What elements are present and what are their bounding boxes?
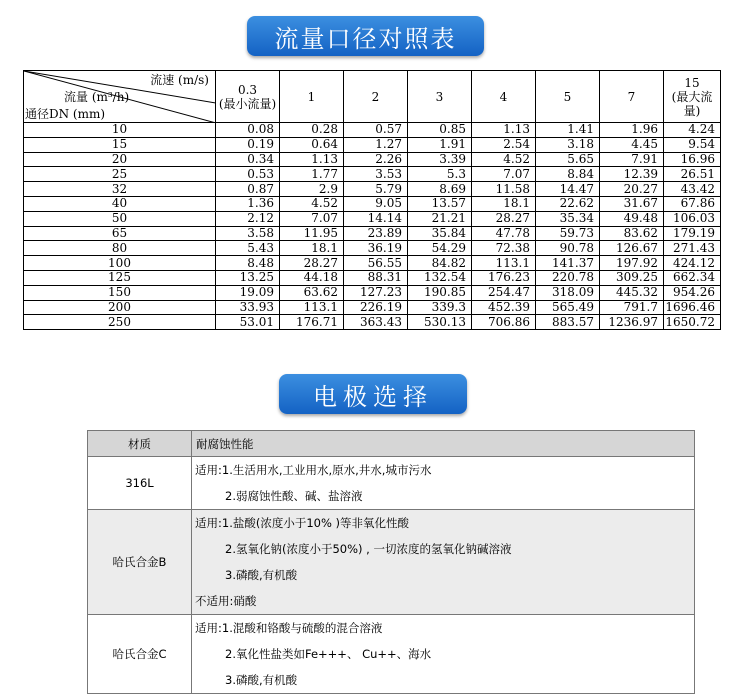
- performance-line: 2.氢氧化钠(浓度小于50%) , 一切浓度的氢氧化钠碱溶液: [225, 542, 512, 556]
- performance-line: 2.弱腐蚀性酸、碱、盐溶液: [225, 489, 363, 503]
- diagonal-corner-cell: [24, 71, 216, 123]
- flow-value-cell: 35.84: [408, 226, 472, 241]
- flow-value-cell: 530.13: [408, 315, 472, 330]
- flow-value-cell: 0.34: [216, 152, 280, 167]
- flow-value-cell: 36.19: [344, 241, 408, 256]
- flow-value-cell: 28.27: [472, 211, 536, 226]
- table-row: [24, 123, 721, 138]
- table-row: [24, 226, 721, 241]
- flow-value-cell: 309.25: [600, 270, 664, 285]
- flow-value-cell: 5.79: [344, 182, 408, 197]
- flow-value-cell: 83.62: [600, 226, 664, 241]
- corrosion-performance-header: 耐腐蚀性能: [192, 431, 695, 457]
- flow-table-header-row: [24, 71, 721, 123]
- flow-value-cell: 220.78: [536, 270, 600, 285]
- flow-value-cell: 883.57: [536, 315, 600, 330]
- flow-value-cell: 14.14: [344, 211, 408, 226]
- dn-cell: 10: [24, 123, 216, 138]
- dn-cell: 25: [24, 167, 216, 182]
- performance-line: 不适用:硝酸: [195, 594, 257, 608]
- table-row: [24, 241, 721, 256]
- table-row: [24, 137, 721, 152]
- speed-header-5: 5: [536, 71, 600, 123]
- flow-value-cell: 43.42: [664, 182, 721, 197]
- flow-value-cell: 54.29: [408, 241, 472, 256]
- electrode-row: [88, 510, 695, 615]
- flow-value-cell: 0.53: [216, 167, 280, 182]
- table-row: [24, 211, 721, 226]
- flow-value-cell: 1696.46: [664, 300, 721, 315]
- flow-value-cell: 18.1: [472, 196, 536, 211]
- flow-value-cell: 1.13: [280, 152, 344, 167]
- flow-value-cell: 4.52: [472, 152, 536, 167]
- flow-value-cell: 5.43: [216, 241, 280, 256]
- flow-value-cell: 3.53: [344, 167, 408, 182]
- flow-value-cell: 9.54: [664, 137, 721, 152]
- performance-line: 适用:1.混酸和铬酸与硫酸的混合溶液: [195, 621, 383, 635]
- flow-value-cell: 8.84: [536, 167, 600, 182]
- flow-value-cell: 141.37: [536, 256, 600, 271]
- table-row: [24, 167, 721, 182]
- flow-value-cell: 13.57: [408, 196, 472, 211]
- flow-value-cell: 452.39: [472, 300, 536, 315]
- performance-line: 3.磷酸,有机酸: [225, 673, 298, 687]
- flow-value-cell: 424.12: [664, 256, 721, 271]
- flow-value-cell: 49.48: [600, 211, 664, 226]
- performance-cell: [192, 457, 695, 510]
- flow-value-cell: 59.73: [536, 226, 600, 241]
- dn-cell: 125: [24, 270, 216, 285]
- flow-value-cell: 197.92: [600, 256, 664, 271]
- corner-dn-label: 通径DN (mm): [25, 107, 106, 121]
- flow-value-cell: 13.25: [216, 270, 280, 285]
- flow-value-cell: 26.51: [664, 167, 721, 182]
- flow-value-cell: 363.43: [344, 315, 408, 330]
- dn-cell: 65: [24, 226, 216, 241]
- dn-cell: 20: [24, 152, 216, 167]
- performance-cell: [192, 510, 695, 615]
- flow-value-cell: 0.85: [408, 123, 472, 138]
- flow-value-cell: 565.49: [536, 300, 600, 315]
- dn-cell: 15: [24, 137, 216, 152]
- flow-value-cell: 1.96: [600, 123, 664, 138]
- electrode-table-header-row: [88, 431, 695, 457]
- flow-value-cell: 3.39: [408, 152, 472, 167]
- flow-value-cell: 8.48: [216, 256, 280, 271]
- flow-value-cell: 662.34: [664, 270, 721, 285]
- flow-value-cell: 4.52: [280, 196, 344, 211]
- flow-value-cell: 0.28: [280, 123, 344, 138]
- flow-value-cell: 954.26: [664, 285, 721, 300]
- flow-value-cell: 7.07: [472, 167, 536, 182]
- flow-value-cell: 113.1: [472, 256, 536, 271]
- flow-value-cell: 7.07: [280, 211, 344, 226]
- table-row: [24, 182, 721, 197]
- flow-value-cell: 2.54: [472, 137, 536, 152]
- flow-value-cell: 179.19: [664, 226, 721, 241]
- flow-value-cell: 1.77: [280, 167, 344, 182]
- flow-value-cell: 22.62: [536, 196, 600, 211]
- flow-value-cell: 72.38: [472, 241, 536, 256]
- flow-value-cell: 53.01: [216, 315, 280, 330]
- flow-value-cell: 28.27: [280, 256, 344, 271]
- table-row: [24, 270, 721, 285]
- flow-value-cell: 706.86: [472, 315, 536, 330]
- speed-header-2: 2: [344, 71, 408, 123]
- speed-header-4: 4: [472, 71, 536, 123]
- table-row: [24, 300, 721, 315]
- flow-value-cell: 0.87: [216, 182, 280, 197]
- dn-cell: 32: [24, 182, 216, 197]
- flow-value-cell: 84.82: [408, 256, 472, 271]
- dn-cell: 200: [24, 300, 216, 315]
- speed-header-7: 15 (最大流量): [664, 71, 721, 123]
- table-row: [24, 196, 721, 211]
- dn-cell: 250: [24, 315, 216, 330]
- flow-value-cell: 0.57: [344, 123, 408, 138]
- flow-value-cell: 254.47: [472, 285, 536, 300]
- flow-value-cell: 0.08: [216, 123, 280, 138]
- material-cell: 哈氏合金B: [88, 510, 192, 615]
- speed-header-6: 7: [600, 71, 664, 123]
- flow-value-cell: 1.27: [344, 137, 408, 152]
- flow-value-cell: 12.39: [600, 167, 664, 182]
- dn-cell: 80: [24, 241, 216, 256]
- flow-value-cell: 5.65: [536, 152, 600, 167]
- flow-value-cell: 4.24: [664, 123, 721, 138]
- material-header: 材质: [88, 431, 192, 457]
- flow-value-cell: 1.13: [472, 123, 536, 138]
- flow-value-cell: 33.93: [216, 300, 280, 315]
- flow-value-cell: 226.19: [344, 300, 408, 315]
- flow-value-cell: 176.23: [472, 270, 536, 285]
- flow-value-cell: 5.3: [408, 167, 472, 182]
- electrode-selection-table: [87, 430, 695, 694]
- flow-value-cell: 18.1: [280, 241, 344, 256]
- corner-speed-label: 流速 (m/s): [150, 73, 209, 87]
- flow-value-cell: 3.58: [216, 226, 280, 241]
- speed-header-3: 3: [408, 71, 472, 123]
- performance-line: 适用:1.生活用水,工业用水,原水,井水,城市污水: [195, 463, 432, 477]
- flow-value-cell: 11.58: [472, 182, 536, 197]
- dn-cell: 40: [24, 196, 216, 211]
- flow-value-cell: 339.3: [408, 300, 472, 315]
- flow-value-cell: 31.67: [600, 196, 664, 211]
- performance-cell: [192, 615, 695, 694]
- flow-value-cell: 271.43: [664, 241, 721, 256]
- electrode-selection-title-banner: 电极选择: [279, 374, 467, 414]
- performance-line: 适用:1.盐酸(浓度小于10% )等非氧化性酸: [195, 516, 410, 530]
- flow-value-cell: 2.9: [280, 182, 344, 197]
- flow-value-cell: 113.1: [280, 300, 344, 315]
- flow-value-cell: 2.26: [344, 152, 408, 167]
- flow-value-cell: 4.45: [600, 137, 664, 152]
- material-cell: 316L: [88, 457, 192, 510]
- table-row: [24, 152, 721, 167]
- flow-value-cell: 67.86: [664, 196, 721, 211]
- dn-cell: 150: [24, 285, 216, 300]
- flow-value-cell: 20.27: [600, 182, 664, 197]
- flow-value-cell: 0.19: [216, 137, 280, 152]
- flow-value-cell: 791.7: [600, 300, 664, 315]
- flow-value-cell: 1.91: [408, 137, 472, 152]
- flow-value-cell: 44.18: [280, 270, 344, 285]
- flow-value-cell: 56.55: [344, 256, 408, 271]
- electrode-row: [88, 457, 695, 510]
- dn-cell: 50: [24, 211, 216, 226]
- flow-value-cell: 318.09: [536, 285, 600, 300]
- flow-value-cell: 14.47: [536, 182, 600, 197]
- flow-value-cell: 21.21: [408, 211, 472, 226]
- flow-value-cell: 0.64: [280, 137, 344, 152]
- flow-value-cell: 19.09: [216, 285, 280, 300]
- flow-value-cell: 1236.97: [600, 315, 664, 330]
- flow-value-cell: 1650.72: [664, 315, 721, 330]
- flow-value-cell: 47.78: [472, 226, 536, 241]
- performance-line: 3.磷酸,有机酸: [225, 568, 298, 582]
- flow-value-cell: 1.36: [216, 196, 280, 211]
- flow-value-cell: 106.03: [664, 211, 721, 226]
- flow-value-cell: 23.89: [344, 226, 408, 241]
- flow-value-cell: 190.85: [408, 285, 472, 300]
- flow-value-cell: 63.62: [280, 285, 344, 300]
- table-row: [24, 285, 721, 300]
- flow-caliber-title-banner: 流量口径对照表: [247, 16, 484, 56]
- flow-value-cell: 16.96: [664, 152, 721, 167]
- flow-value-cell: 3.18: [536, 137, 600, 152]
- flow-value-cell: 9.05: [344, 196, 408, 211]
- flow-value-cell: 1.41: [536, 123, 600, 138]
- flow-value-cell: 8.69: [408, 182, 472, 197]
- corner-flow-label: 流量 (m³/h): [64, 90, 130, 104]
- flow-value-cell: 2.12: [216, 211, 280, 226]
- speed-header-1: 1: [280, 71, 344, 123]
- speed-header-0: 0.3 (最小流量): [216, 71, 280, 123]
- flow-value-cell: 35.34: [536, 211, 600, 226]
- electrode-row: [88, 615, 695, 694]
- flow-value-cell: 90.78: [536, 241, 600, 256]
- flow-caliber-table: [23, 70, 721, 330]
- flow-value-cell: 88.31: [344, 270, 408, 285]
- flow-value-cell: 176.71: [280, 315, 344, 330]
- table-row: [24, 256, 721, 271]
- material-cell: 哈氏合金C: [88, 615, 192, 694]
- performance-line: 2.氧化性盐类如Fe+++、 Cu++、海水: [225, 647, 432, 661]
- flow-value-cell: 7.91: [600, 152, 664, 167]
- flow-value-cell: 126.67: [600, 241, 664, 256]
- dn-cell: 100: [24, 256, 216, 271]
- flow-value-cell: 445.32: [600, 285, 664, 300]
- table-row: [24, 315, 721, 330]
- flow-value-cell: 132.54: [408, 270, 472, 285]
- flow-value-cell: 11.95: [280, 226, 344, 241]
- flow-value-cell: 127.23: [344, 285, 408, 300]
